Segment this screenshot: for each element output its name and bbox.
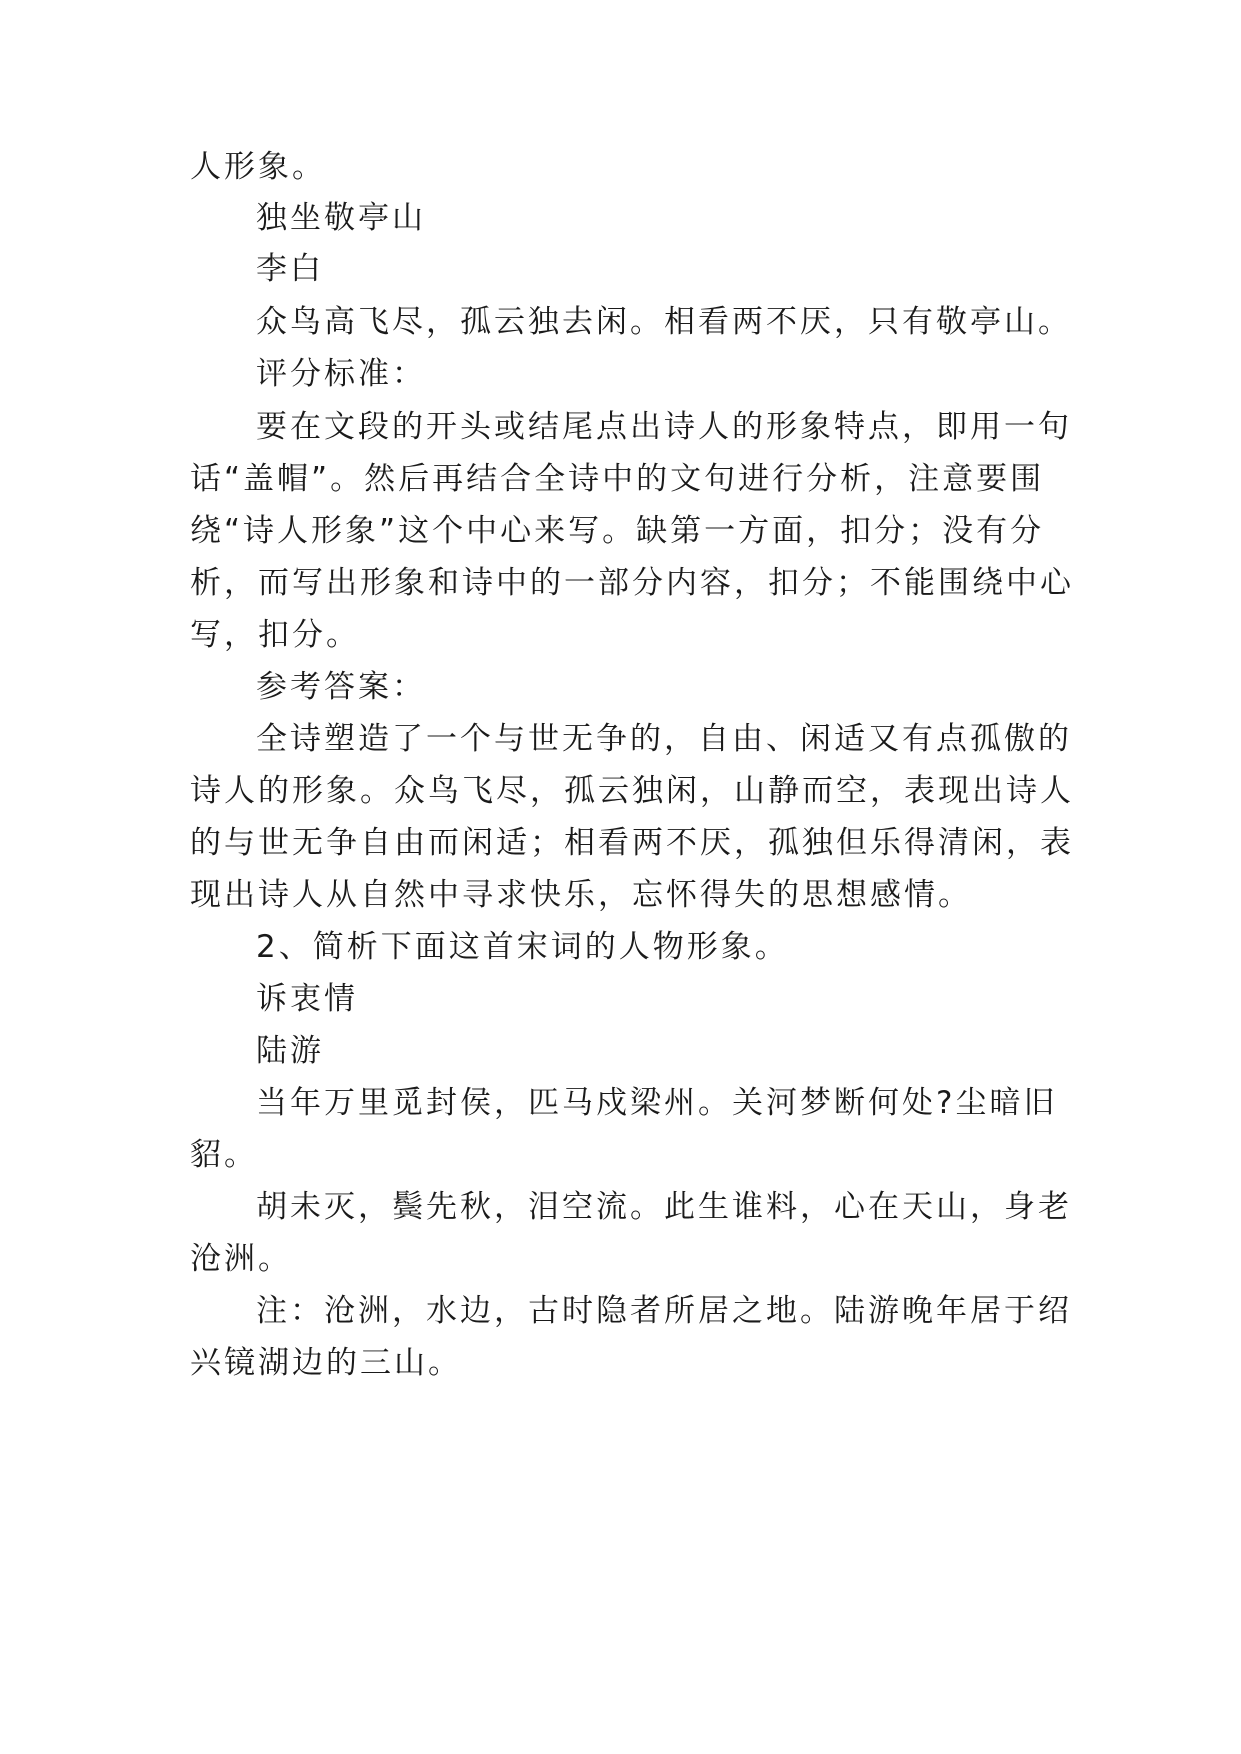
- question-heading: 2、简析下面这首宋词的人物形象。: [256, 929, 789, 965]
- text-line: 绕“诗人形象”这个中心来写。缺第一方面，扣分；没有分: [190, 513, 1045, 549]
- text-line: 现出诗人从自然中寻求快乐，忘怀得失的思想感情。: [190, 877, 972, 913]
- poem-text: 众鸟高飞尽，孤云独去闲。相看两不厌，只有敬亭山。: [256, 304, 1072, 340]
- note-text: 注：沧洲，水边，古时隐者所居之地。陆游晚年居于绍: [256, 1293, 1072, 1329]
- text-line: 诗人的形象。众鸟飞尽，孤云独闲，山静而空，表现出诗人: [190, 773, 1074, 809]
- text-line: 的与世无争自由而闲适；相看两不厌，孤独但乐得清闲，表: [190, 825, 1074, 861]
- text-line: 话“盖帽”。然后再结合全诗中的文句进行分析，注意要围: [190, 461, 1045, 497]
- text-line: 要在文段的开头或结尾点出诗人的形象特点，即用一句: [256, 409, 1072, 445]
- poem-text: 貂。: [190, 1137, 258, 1173]
- text-line: 人形象。: [190, 149, 326, 185]
- text-line: 写，扣分。: [190, 617, 360, 653]
- poem-title: 独坐敬亭山: [256, 200, 426, 236]
- text-line: 析，而写出形象和诗中的一部分内容，扣分；不能围绕中心: [190, 565, 1074, 601]
- section-heading: 参考答案：: [256, 669, 426, 705]
- note-text: 兴镜湖边的三山。: [190, 1345, 462, 1381]
- poem-text: 胡未灭，鬓先秋，泪空流。此生谁料，心在天山，身老: [256, 1189, 1072, 1225]
- poem-text: 沧洲。: [190, 1241, 292, 1277]
- poem-text: 当年万里觅封侯，匹马戍梁州。关河梦断何处?尘暗旧: [256, 1085, 1058, 1121]
- text-line: 全诗塑造了一个与世无争的，自由、闲适又有点孤傲的: [256, 721, 1072, 757]
- poem-author: 李白: [256, 251, 324, 287]
- poem-title: 诉衷情: [256, 981, 358, 1017]
- section-heading: 评分标准：: [256, 356, 426, 392]
- poem-author: 陆游: [256, 1033, 324, 1069]
